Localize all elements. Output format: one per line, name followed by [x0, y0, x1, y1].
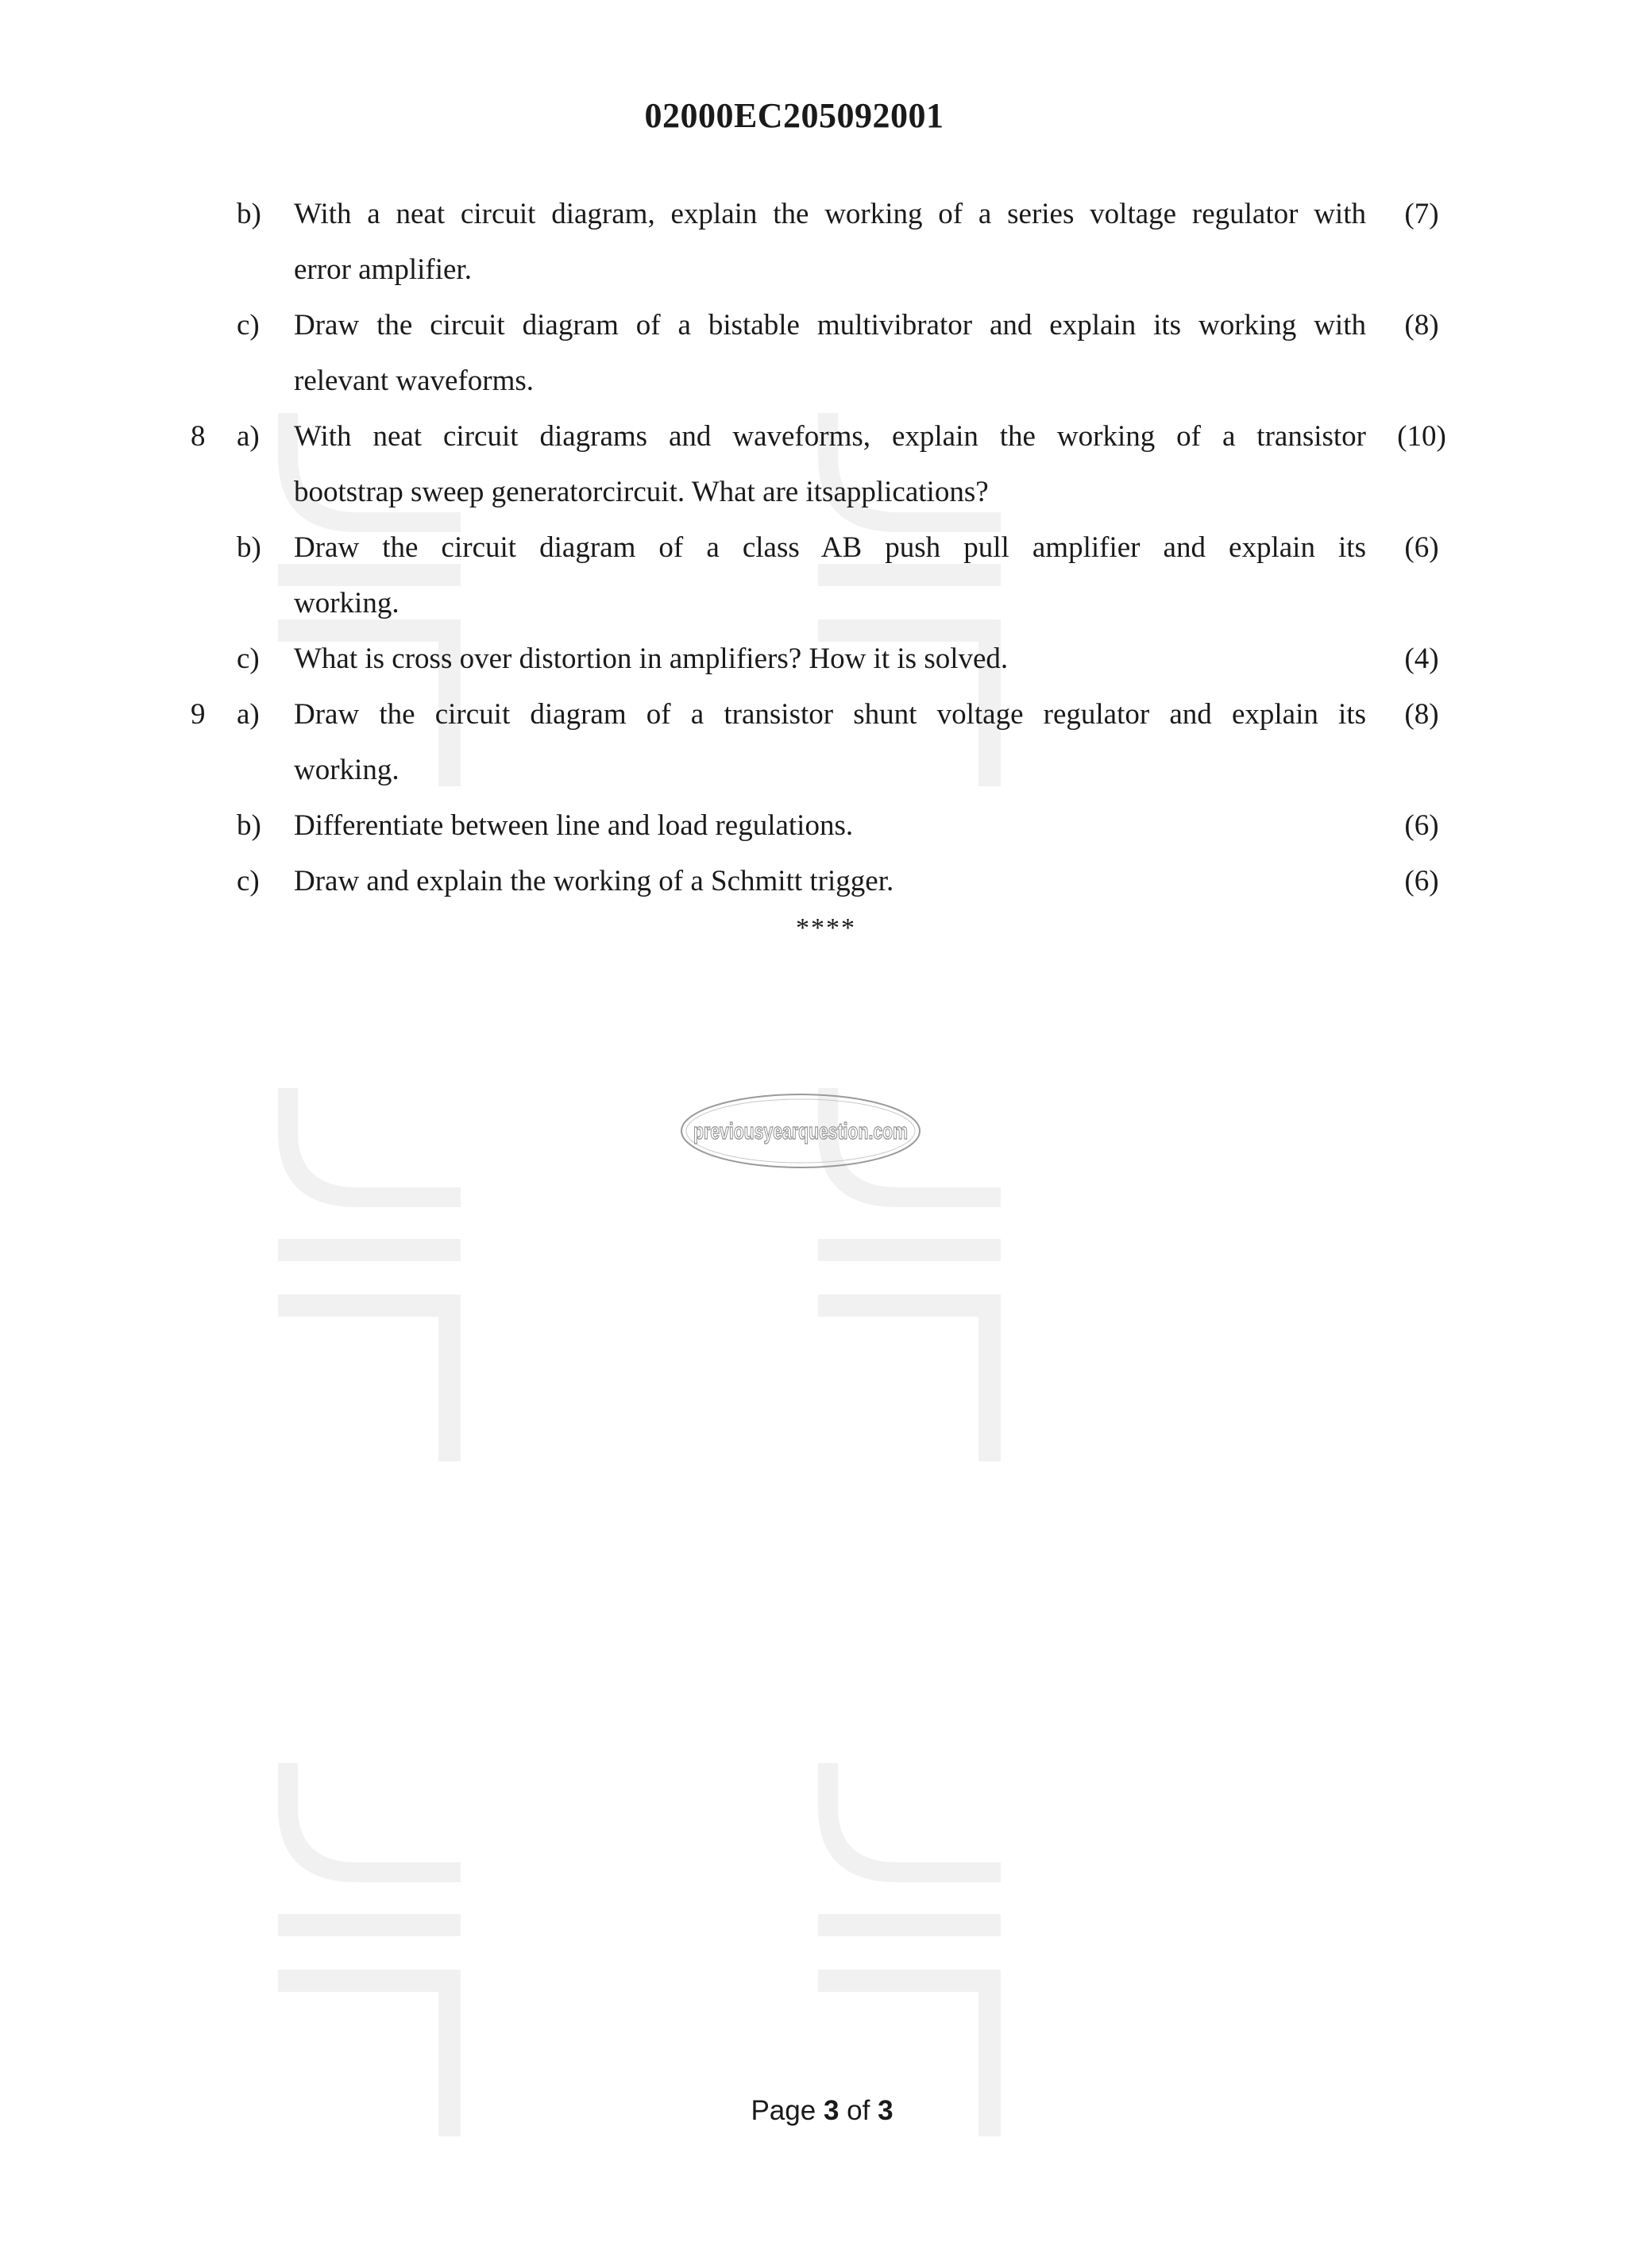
question-marks: (6)	[1404, 809, 1439, 842]
question-text-continued: bootstrap sweep generatorcircuit. What are itsapplications?	[294, 476, 989, 508]
logo-text: previousyearquestion.com	[693, 1119, 908, 1144]
question-number: 8	[191, 420, 206, 453]
question-text: Differentiate between line and load regulations.	[294, 809, 854, 842]
page-of-label: of	[847, 2095, 870, 2126]
sub-question-label: c)	[237, 865, 260, 897]
question-marks: (6)	[1404, 531, 1439, 564]
end-of-paper-mark: ****	[796, 913, 856, 943]
question-marks: (7)	[1404, 198, 1439, 230]
sub-question-label: b)	[237, 531, 261, 564]
page-footer	[0, 2095, 1644, 2127]
paper-code: 02000EC205092001	[644, 96, 944, 135]
question-number: 9	[191, 698, 206, 731]
question-text-continued: working.	[294, 754, 399, 786]
sub-question-label: c)	[237, 309, 260, 342]
jit-watermark	[262, 1056, 477, 1469]
current-page-number: 3	[823, 2095, 840, 2126]
question-text-continued: working.	[294, 587, 399, 619]
question-text-continued: error amplifier.	[294, 253, 472, 286]
sub-question-label: b)	[237, 198, 261, 230]
jit-watermark	[262, 1731, 477, 2144]
question-text-continued: relevant waveforms.	[294, 365, 535, 397]
jit-watermark	[802, 1731, 1017, 2144]
sub-question-label: b)	[237, 809, 261, 842]
question-marks: (4)	[1404, 643, 1439, 675]
question-marks: (8)	[1404, 309, 1439, 342]
question-marks: (8)	[1404, 698, 1439, 731]
site-logo-watermark	[678, 1091, 923, 1171]
sub-question-label: c)	[237, 643, 260, 675]
sub-question-label: a)	[237, 698, 260, 731]
question-text: Draw and explain the working of a Schmitt trigger.	[294, 865, 894, 897]
question-marks: (6)	[1404, 865, 1439, 897]
question-text: What is cross over distortion in amplifiers? How it is solved.	[294, 643, 1009, 675]
sub-question-label: a)	[237, 420, 260, 453]
question-text: Draw the circuit diagram of a transistor shunt voltage regulator and explain its	[294, 698, 1366, 731]
page-label: Page	[751, 2095, 816, 2126]
question-text: With a neat circuit diagram, explain the working of a series voltage regulator with	[294, 198, 1366, 230]
question-text: Draw the circuit diagram of a bistable multivibrator and explain its working with	[294, 309, 1366, 342]
question-text: Draw the circuit diagram of a class AB push pull amplifier and explain its	[294, 531, 1366, 564]
question-text: With neat circuit diagrams and waveforms, explain the working of a transistor	[294, 420, 1366, 453]
total-pages-number: 3	[878, 2095, 894, 2126]
question-marks: (10)	[1397, 420, 1446, 453]
